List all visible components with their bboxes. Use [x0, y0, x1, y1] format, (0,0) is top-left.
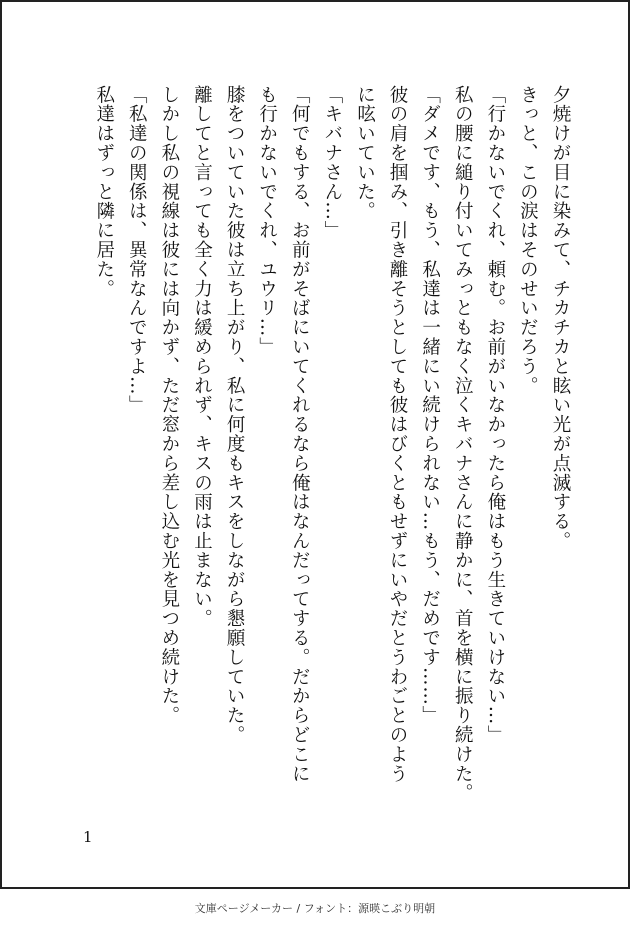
- text-line: しかし私の視線は彼には向かず、ただ窓から差し込む光を見つめ続けた。: [158, 85, 180, 726]
- text-line: 離してと言っても全く力は緩められず、キスの雨は止まない。: [191, 85, 213, 629]
- footer-credit: 文庫ページメーカー / フォント：源暎こぶり明朝: [194, 902, 436, 915]
- page-number: 1: [83, 828, 93, 846]
- text-line: きっと、この涙はそのせいだろう。: [517, 85, 539, 396]
- text-line: 膝をついていた彼は立ち上がり、私に何度もキスをしながら懇願していた。: [224, 85, 246, 745]
- text-line: 私の腰に縋り付いてみっともなく泣くキバナさんに静かに、首を横に振り続けた。: [452, 85, 474, 803]
- text-line: も行かないでくれ、ユウリ…」: [256, 85, 278, 357]
- text-line: 「キバナさん…」: [321, 85, 343, 241]
- text-line: 夕焼けが目に染みて、チカチカと眩い光が点滅する。: [550, 85, 571, 551]
- text-line: 「私達の関係は、異常なんですよ…」: [126, 85, 148, 415]
- text-line: 彼の肩を掴み、引き離そうとしても彼はびくともせずにいやだとうわごとのよう: [387, 85, 409, 784]
- vertical-text-body: [87, 85, 576, 805]
- text-line: 私達はずっと隣に居た。: [93, 85, 115, 299]
- text-line: に呟いていた。: [354, 85, 376, 221]
- text-line: 「行かないでくれ、頼む。お前がいなかったら俺はもう生きていけない…」: [484, 85, 506, 745]
- text-line: 「何でもする、お前がそばにいてくれるなら俺はなんだってする。だからどこに: [289, 85, 311, 784]
- text-line: 「ダメです、もう、私達は一緒にい続けられない…もう、だめです……」: [419, 85, 441, 726]
